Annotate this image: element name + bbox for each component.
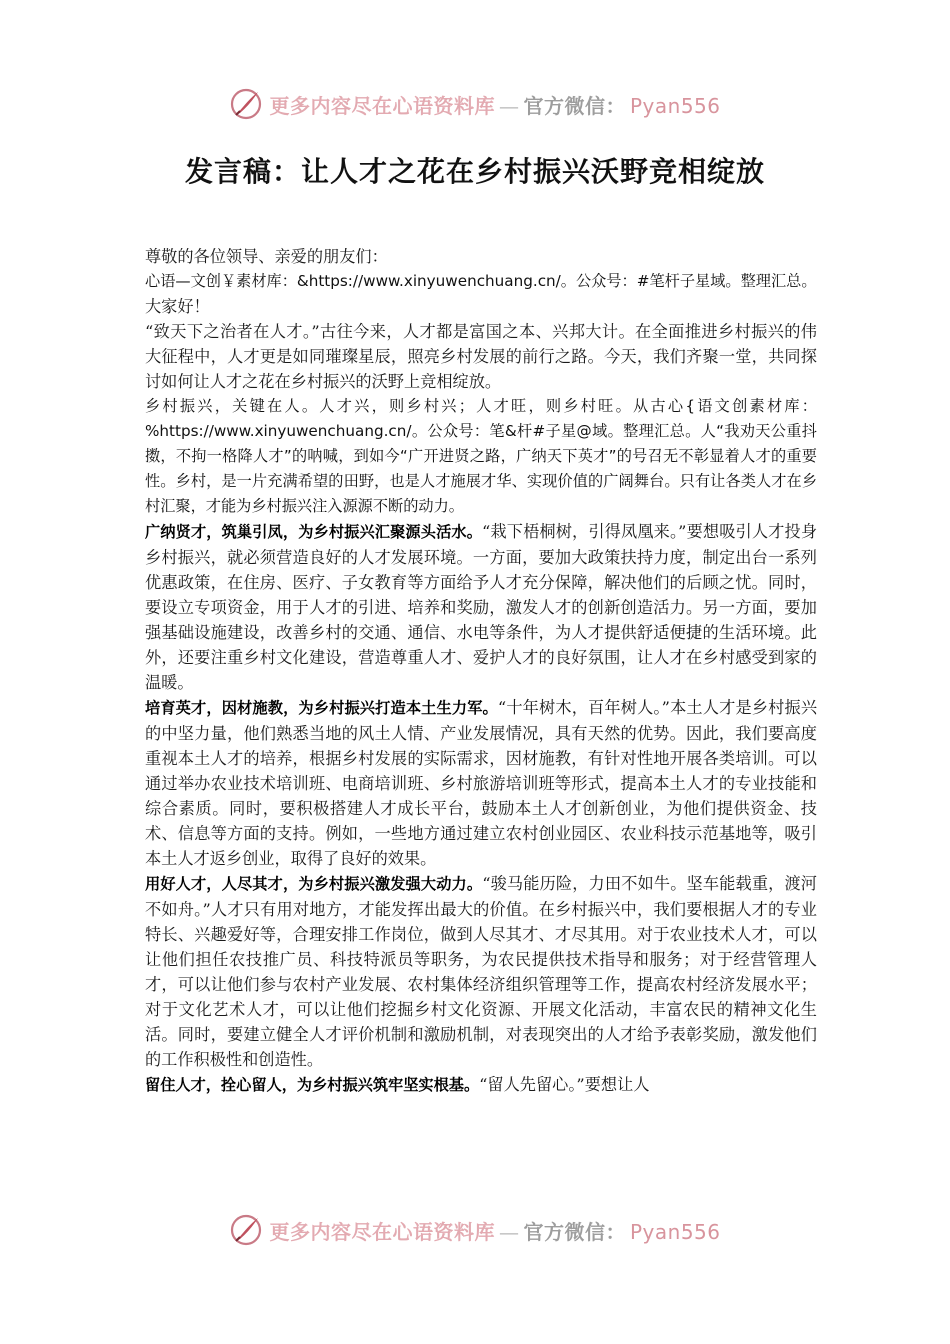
banner-wechat-label: 官方微信： xyxy=(523,93,626,118)
header-banner xyxy=(0,84,950,124)
section-paragraph xyxy=(145,871,817,1072)
section-heading: 培育英才，因材施教，为乡村振兴打造本土生力军。 xyxy=(145,699,498,717)
section-heading: 留住人才，拴心留人，为乡村振兴筑牢坚实根基。 xyxy=(145,1076,480,1094)
section-heading: 广纳贤才，筑巢引凤，为乡村振兴汇聚源头活水。 xyxy=(145,523,483,541)
section-heading: 用好人才，人尽其才，为乡村振兴激发强大动力。 xyxy=(145,875,483,893)
banner-separator: — xyxy=(498,1219,520,1244)
intro-paragraph-2: 乡村振兴，关键在人。人才兴，则乡村兴；人才旺，则乡村旺。从古心{语文创素材库：%https://www.xinyuwenchuang.cn/。公众号：笔&杆#子星@域。整理汇总。人“我劝天公重抖擞，不拘一格降人才”的呐喊，到如今“广开进贤之路，广纳天下英才”的号召无不彰显着人才的重要性。乡村，是一片充满希望的田野，也是人才施展才华、实现价值的广阔舞台。只有让各类人才在乡村汇聚，才能为乡村振兴注入源源不断的动力。 xyxy=(145,397,817,515)
section-body: “十年树木，百年树人。”本土人才是乡村振兴的中坚力量，他们熟悉当地的风土人情、产业发展情况，具有天然的优势。因此，我们要高度重视本土人才的培养，根据乡村发展的实际需求，因材施教，有针对性地开展各类培训。可以通过举办农业技术培训班、电商培训班、乡村旅游培训班等形式，提高本土人才的专业技能和综合素质。同时，要积极搭建人才成长平台，鼓励本土人才创新创业，为他们提供资金、技术、信息等方面的支持。例如，一些地方通过建立农村创业园区、农业科技示范基地等，吸引本土人才返乡创业，取得了良好的效果。 xyxy=(145,698,818,868)
greeting: 大家好！ xyxy=(145,297,210,316)
quill-pen-logo-icon xyxy=(229,1213,263,1247)
banner-wechat-id: Pyan556 xyxy=(629,93,721,118)
salutation: 尊敬的各位领导、亲爱的朋友们： xyxy=(145,247,388,266)
banner-text xyxy=(269,90,720,119)
section-body: “骏马能历险，力田不如牛。坚车能载重，渡河不如舟。”人才只有用对地方，才能发挥出最大的价值。在乡村振兴中，我们要根据人才的专业特长、兴趣爱好等，合理安排工作岗位，做到人尽其才、才尽其用。对于农业技术人才，可以让他们担任农技推广员、科技特派员等职务，为农民提供技术指导和服务；对于经营管理人才，可以让他们参与农村产业发展、农村集体经济组织管理等工作，提高农村经济发展水平；对于文化艺术人才，可以让他们挖掘乡村文化资源、开展文化活动，丰富农民的精神文化生活。同时，要建立健全人才评价机制和激励机制，对表现突出的人才给予表彰奖励，激发他们的工作积极性和创造性。 xyxy=(145,874,817,1069)
banner-text xyxy=(269,1216,720,1245)
footer-banner xyxy=(0,1210,950,1250)
banner-wechat-id: Pyan556 xyxy=(629,1219,721,1244)
document-title: 发言稿：让人才之花在乡村振兴沃野竞相绽放 xyxy=(184,155,765,188)
section-paragraph xyxy=(145,519,817,695)
banner-wechat-label: 官方微信： xyxy=(523,1219,626,1244)
banner-separator: — xyxy=(498,93,520,118)
banner-brand: 更多内容尽在心语资料库 xyxy=(269,1219,495,1244)
quill-pen-logo-icon xyxy=(229,87,263,121)
banner-brand: 更多内容尽在心语资料库 xyxy=(269,93,495,118)
document-body xyxy=(145,244,817,1098)
section-paragraph xyxy=(145,1072,817,1098)
section-paragraph xyxy=(145,695,817,871)
intro-paragraph: “致天下之治者在人才。”古往今来，人才都是富国之本、兴邦大计。在全面推进乡村振兴的伟大征程中，人才更是如同璀璨星辰，照亮乡村发展的前行之路。今天，我们齐聚一堂，共同探讨如何让人才之花在乡村振兴的沃野上竞相绽放。 xyxy=(145,322,817,391)
section-body: “栽下梧桐树，引得凤凰来。”要想吸引人才投身乡村振兴，就必须营造良好的人才发展环境。一方面，要加大政策扶持力度，制定出台一系列优惠政策，在住房、医疗、子女教育等方面给予人才充分保障，解决他们的后顾之忧。同时，要设立专项资金，用于人才的引进、培养和奖励，激发人才的创新创造活力。另一方面，要加强基础设施建设，改善乡村的交通、通信、水电等条件，为人才提供舒适便捷的生活环境。此外，还要注重乡村文化建设，营造尊重人才、爱护人才的良好氛围，让人才在乡村感受到家的温暖。 xyxy=(145,522,818,692)
watermark-note: 心语—文创￥素材库：&https://www.xinyuwenchuang.cn/。公众号：#笔杆子星域。整理汇总。 xyxy=(145,272,817,290)
section-body: “留人先留心。”要想让人 xyxy=(479,1075,650,1094)
